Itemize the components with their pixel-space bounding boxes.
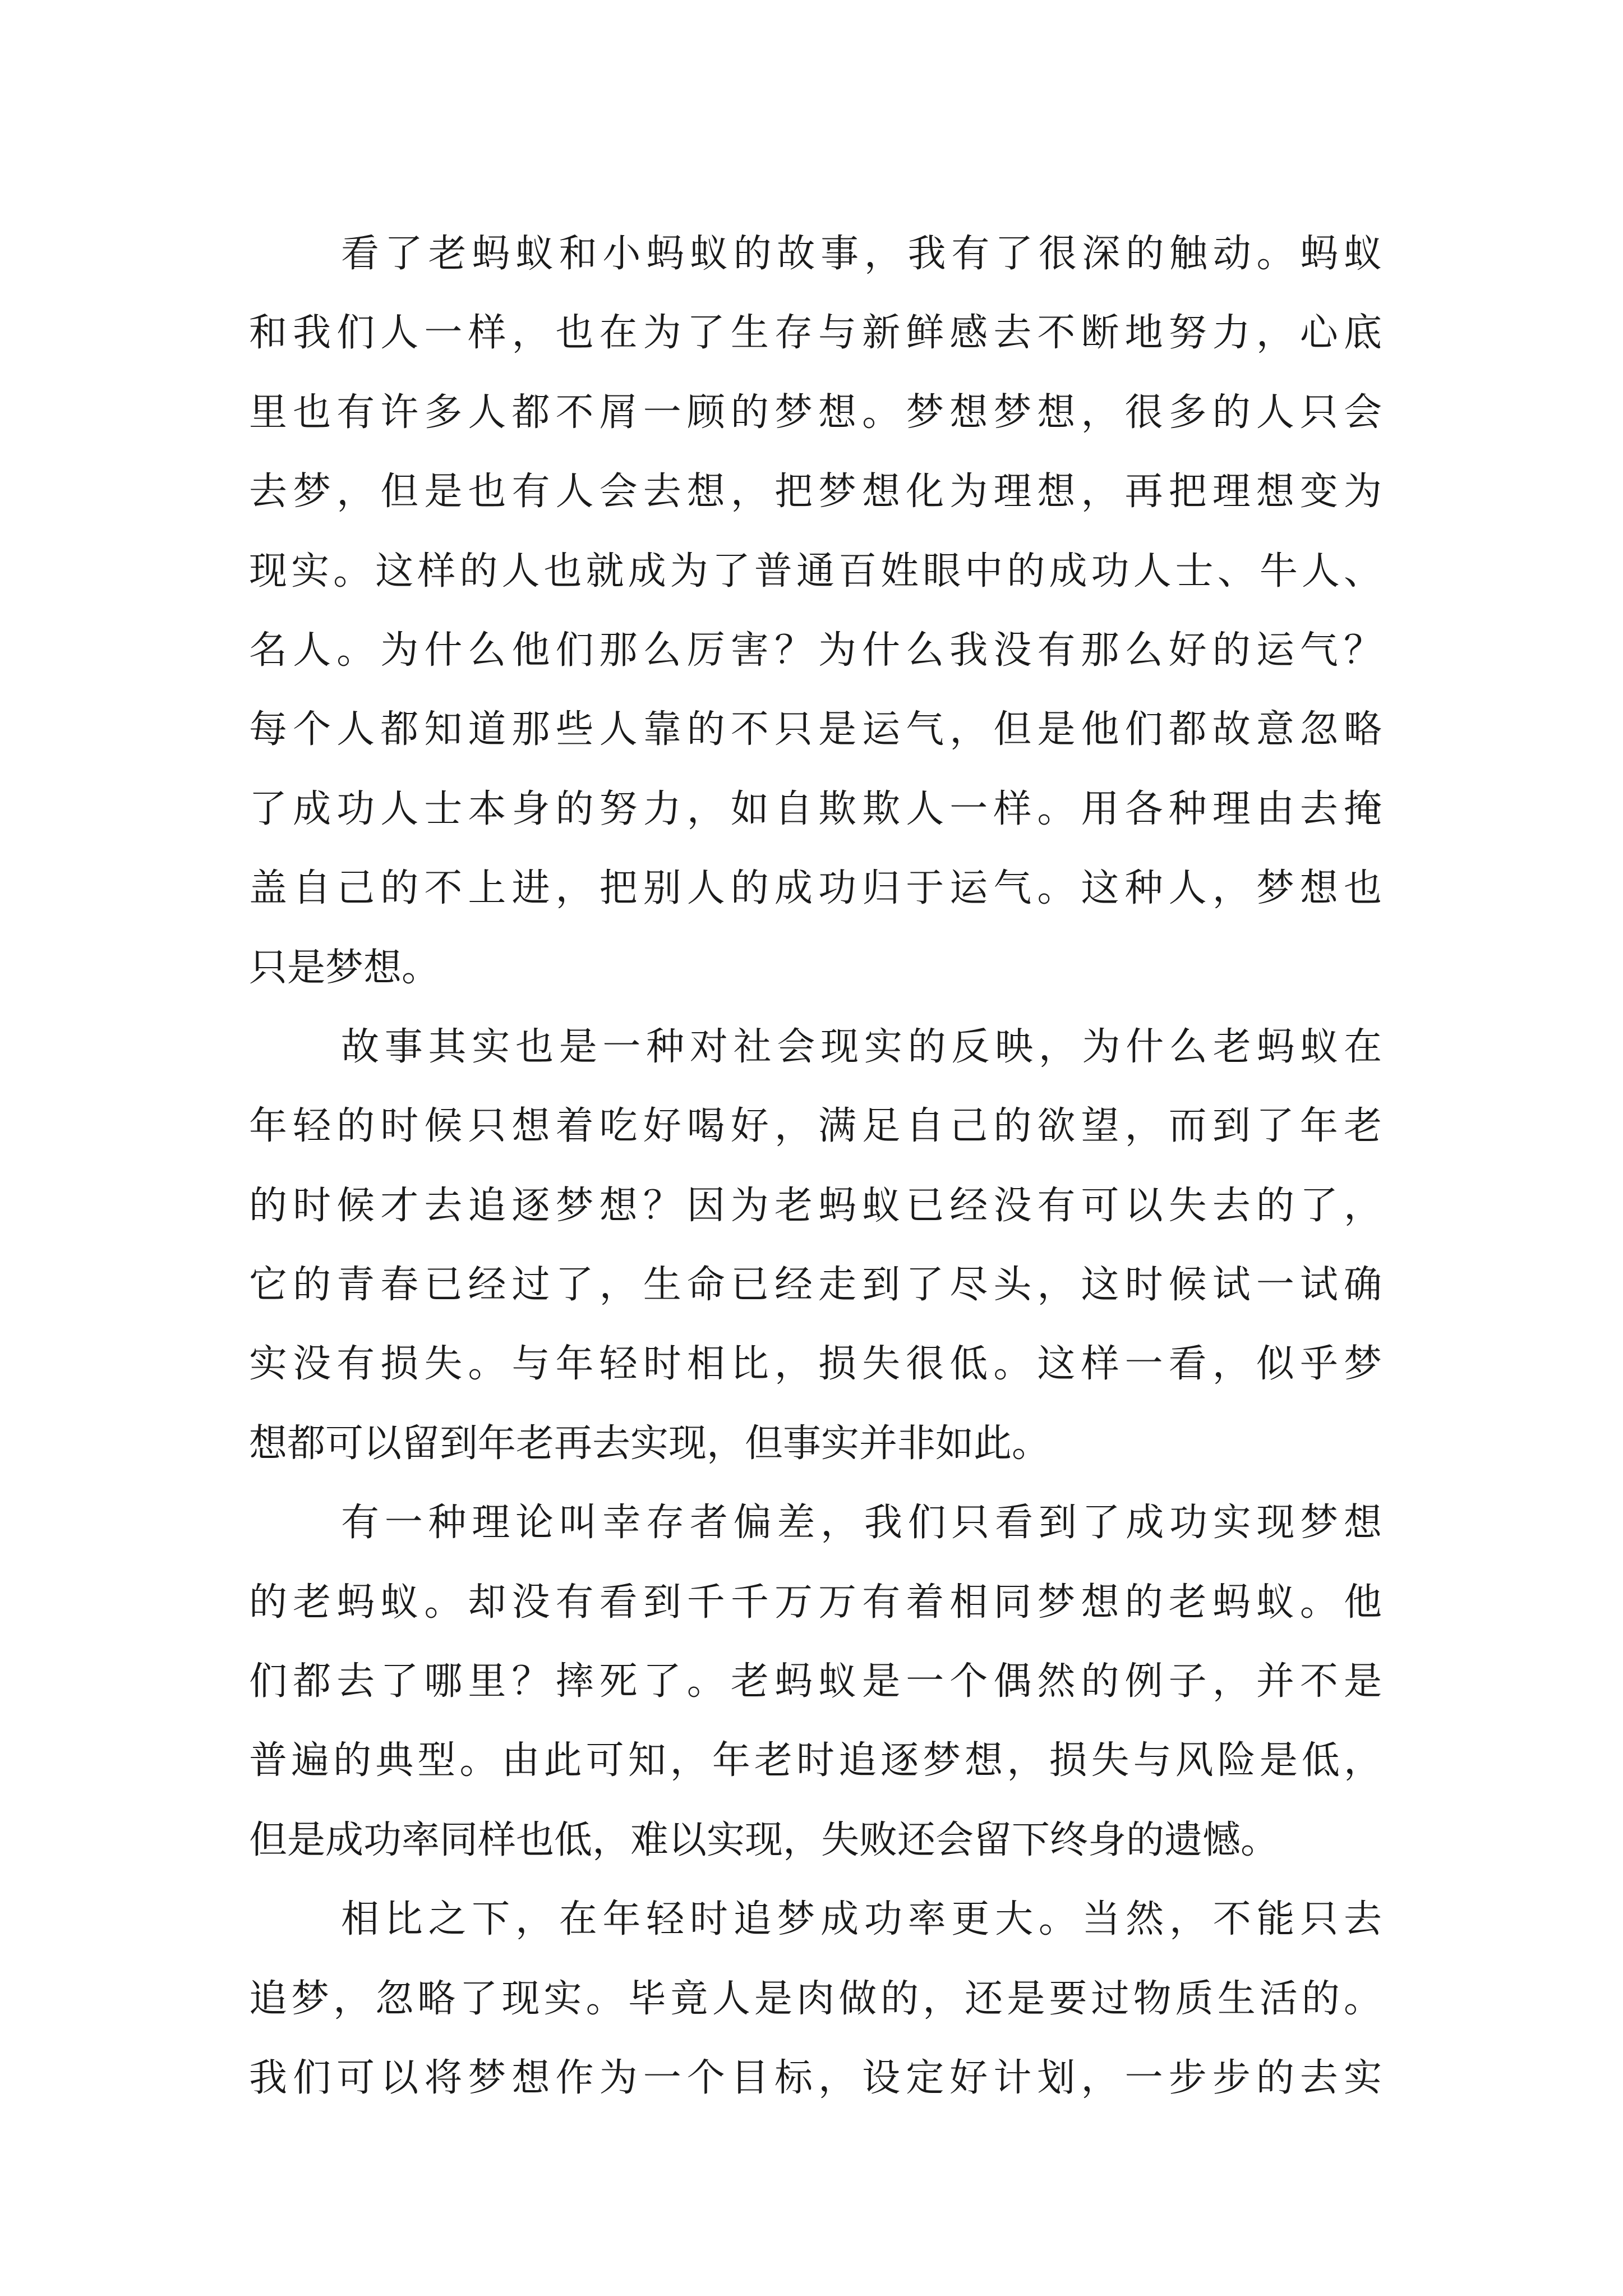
text-line: 了成功人士本身的努力，如自欺欺人一样。用各种理由去掩: [249, 786, 1382, 831]
text-line: 但是成功率同样也低，难以实现，失败还会留下终身的遗憾。: [249, 1818, 1279, 1862]
text-line: 有一种理论叫幸存者偏差，我们只看到了成功实现梦想: [341, 1501, 1382, 1545]
text-line: 每个人都知道那些人靠的不只是运气，但是他们都故意忽略: [249, 707, 1382, 752]
text-line: 想都可以留到年老再去实现，但事实并非如此。: [249, 1421, 1050, 1466]
text-line: 年轻的时候只想着吃好喝好，满足自己的欲望，而到了年老: [249, 1104, 1382, 1149]
text-line: 去梦，但是也有人会去想，把梦想化为理想，再把理想变为: [249, 470, 1382, 514]
text-line: 实没有损失。与年轻时相比，损失很低。这样一看，似乎梦: [249, 1342, 1382, 1387]
text-line: 故事其实也是一种对社会现实的反映，为什么老蚂蚁在: [341, 1024, 1382, 1069]
text-line: 里也有许多人都不屑一顾的梦想。梦想梦想，很多的人只会: [249, 390, 1382, 435]
text-line: 现实。这样的人也就成为了普通百姓眼中的成功人士、牛人、: [249, 549, 1382, 593]
text-line: 和我们人一样，也在为了生存与新鲜感去不断地努力，心底: [249, 311, 1382, 356]
text-line: 我们可以将梦想作为一个目标，设定好计划，一步步的去实: [249, 2055, 1382, 2100]
text-line: 看了老蚂蚁和小蚂蚁的故事，我有了很深的触动。蚂蚁: [341, 232, 1382, 276]
text-line: 们都去了哪里？摔死了。老蚂蚁是一个偶然的例子，并不是: [249, 1659, 1382, 1704]
text-line: 普遍的典型。由此可知，年老时追逐梦想，损失与风险是低，: [249, 1738, 1382, 1783]
text-line: 的时候才去追逐梦想？因为老蚂蚁已经没有可以失去的了，: [249, 1183, 1382, 1228]
document-body: [249, 214, 1382, 2118]
text-line: 只是梦想。: [249, 945, 440, 990]
text-line: 相比之下，在年轻时追梦成功率更大。当然，不能只去: [341, 1897, 1382, 1942]
text-line: 它的青春已经过了，生命已经走到了尽头，这时候试一试确: [249, 1263, 1382, 1308]
text-line: 名人。为什么他们那么厉害？为什么我没有那么好的运气？: [249, 628, 1382, 673]
text-line: 盖自己的不上进，把别人的成功归于运气。这种人，梦想也: [249, 866, 1382, 911]
text-line: 追梦，忽略了现实。毕竟人是肉做的，还是要过物质生活的。: [249, 1976, 1382, 2021]
text-line: 的老蚂蚁。却没有看到千千万万有着相同梦想的老蚂蚁。他: [249, 1580, 1382, 1625]
